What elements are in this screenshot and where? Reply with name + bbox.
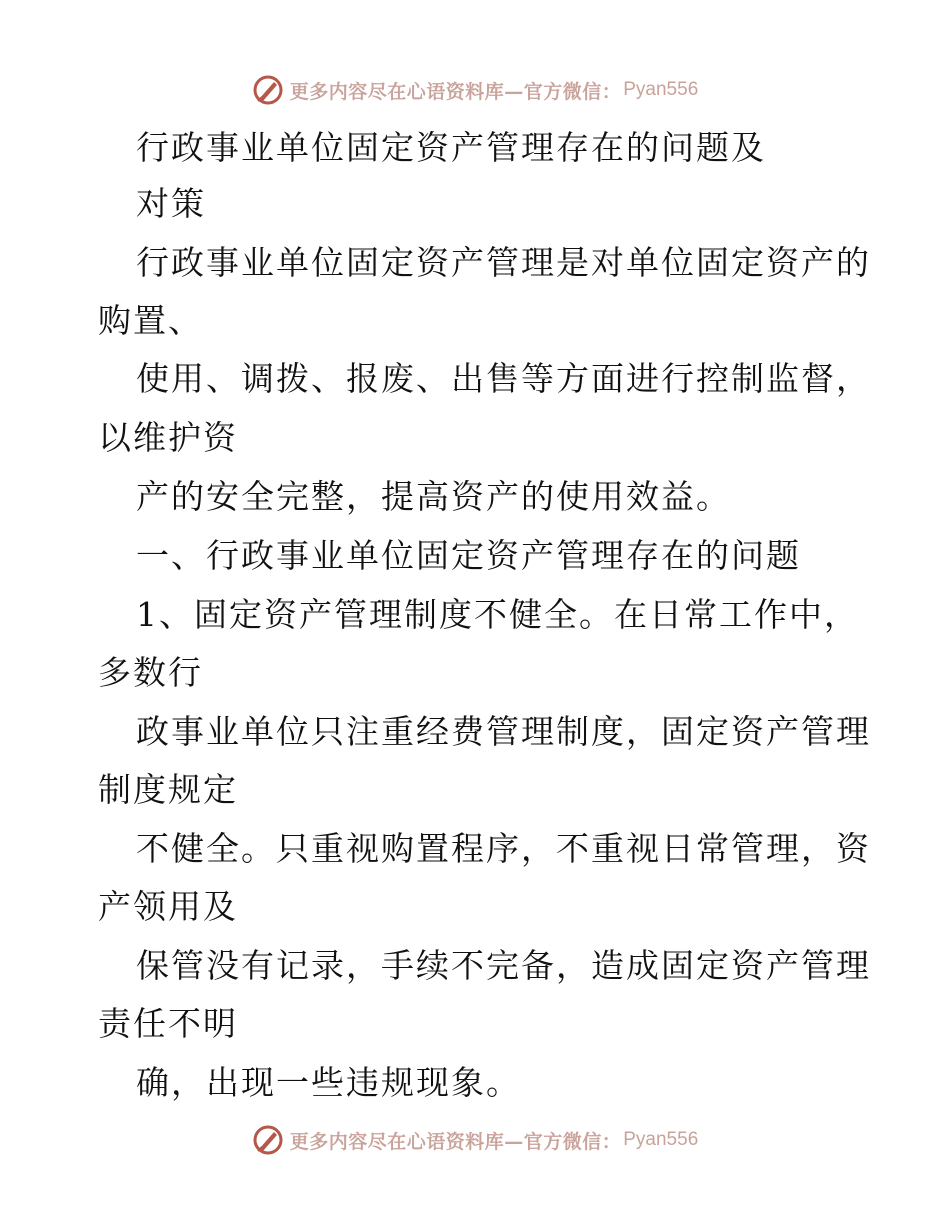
quill-circle-icon — [252, 1124, 284, 1156]
footer-watermark — [0, 1120, 950, 1160]
paragraph-line: 责任不明 — [98, 1004, 238, 1043]
header-watermark — [0, 70, 950, 110]
paragraph-line: 购置、 — [98, 301, 203, 340]
paragraph-line: 多数行 — [98, 653, 203, 692]
paragraph-line: 行政事业单位固定资产管理是对单位固定资产的 — [136, 243, 871, 282]
paragraph-line: 使用、调拨、报废、出售等方面进行控制监督， — [136, 359, 871, 398]
watermark-text: 更多内容尽在心语资料库—官方微信： — [289, 80, 622, 103]
paragraph-line: 不健全。只重视购置程序，不重视日常管理，资 — [136, 829, 871, 868]
paragraph-line: 产领用及 — [98, 887, 238, 926]
title-line-2: 对策 — [136, 184, 206, 223]
watermark-wechat-id: Pyan556 — [623, 1129, 699, 1150]
paragraph-line: 确，出现一些违规现象。 — [136, 1063, 521, 1102]
watermark-wechat-id: Pyan556 — [623, 79, 699, 100]
paragraph-line: 政事业单位只注重经费管理制度，固定资产管理 — [136, 712, 871, 751]
watermark-text: 更多内容尽在心语资料库—官方微信： — [289, 1130, 622, 1153]
paragraph-line: 产的安全完整，提高资产的使用效益。 — [136, 477, 731, 516]
paragraph-line: 1、固定资产管理制度不健全。在日常工作中， — [136, 595, 859, 634]
section-heading: 一、行政事业单位固定资产管理存在的问题 — [136, 536, 801, 575]
paragraph-line: 以维护资 — [98, 418, 238, 457]
paragraph-line: 制度规定 — [98, 770, 238, 809]
quill-circle-icon — [252, 74, 284, 106]
title-line-1: 行政事业单位固定资产管理存在的问题及 — [136, 128, 766, 167]
paragraph-line: 保管没有记录，手续不完备，造成固定资产管理 — [136, 946, 871, 985]
